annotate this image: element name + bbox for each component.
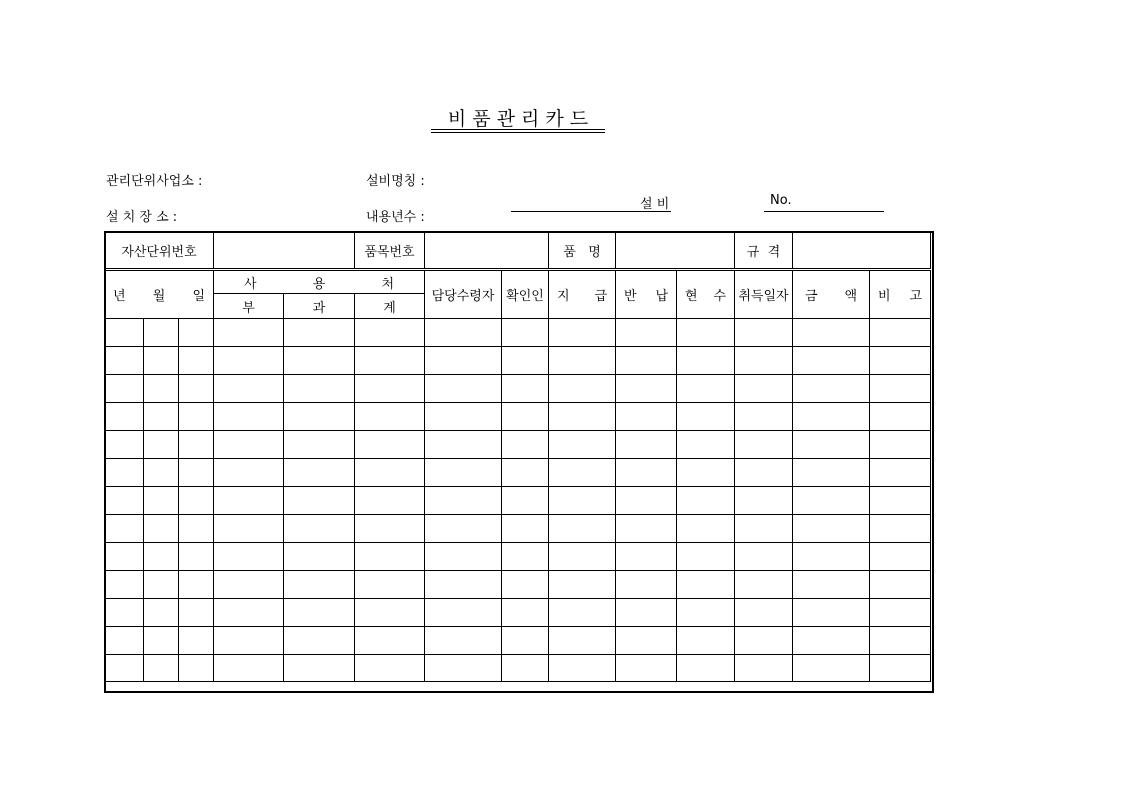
table-cell[interactable] [793, 571, 870, 599]
current-header: 현 수 [677, 270, 735, 319]
table-cell[interactable] [735, 403, 793, 431]
table-cell[interactable] [144, 403, 179, 431]
table-cell[interactable] [214, 599, 284, 627]
table-cell[interactable] [502, 543, 549, 571]
table-cell[interactable] [616, 655, 677, 682]
table-cell[interactable] [425, 655, 502, 682]
table-cell[interactable] [105, 543, 144, 571]
table-cell[interactable] [616, 571, 677, 599]
table-cell[interactable] [105, 375, 144, 403]
table-cell[interactable] [735, 431, 793, 459]
table-cell[interactable] [616, 515, 677, 543]
table-cell[interactable] [179, 347, 214, 375]
table-cell[interactable] [616, 375, 677, 403]
table-cell[interactable] [144, 375, 179, 403]
table-cell[interactable] [144, 543, 179, 571]
table-cell[interactable] [214, 487, 284, 515]
table-cell[interactable] [870, 403, 931, 431]
date-header: 년 월 일 [105, 270, 214, 319]
table-cell[interactable] [870, 627, 931, 655]
table-cell[interactable] [355, 515, 425, 543]
table-cell[interactable] [355, 599, 425, 627]
table-cell[interactable] [549, 431, 616, 459]
table-cell[interactable] [549, 571, 616, 599]
table-cell[interactable] [144, 571, 179, 599]
table-cell[interactable] [425, 319, 502, 347]
table-cell[interactable] [179, 543, 214, 571]
table-cell[interactable] [549, 599, 616, 627]
spec-label: 규 격 [735, 232, 793, 270]
usage-header: 사 용 처 [214, 270, 425, 294]
table-cell[interactable] [502, 347, 549, 375]
table-cell[interactable] [870, 515, 931, 543]
usage-section-header: 과 [284, 294, 355, 319]
table-cell[interactable] [179, 487, 214, 515]
table-row [105, 571, 931, 599]
table-cell[interactable] [144, 431, 179, 459]
table-cell[interactable] [549, 459, 616, 487]
table-cell[interactable] [144, 487, 179, 515]
table-cell[interactable] [179, 375, 214, 403]
table-cell[interactable] [105, 319, 144, 347]
table-cell[interactable] [144, 655, 179, 682]
table-cell[interactable] [284, 515, 355, 543]
table-cell[interactable] [616, 543, 677, 571]
table-cell[interactable] [214, 571, 284, 599]
table-cell[interactable] [355, 431, 425, 459]
table-cell[interactable] [284, 431, 355, 459]
page-title: 비 품 관 리 카 드 [447, 108, 589, 130]
table-cell[interactable] [677, 459, 735, 487]
table-cell[interactable] [793, 655, 870, 682]
item-name-label: 품 명 [549, 232, 616, 270]
table-row [105, 515, 931, 543]
equipment-underline [511, 211, 671, 212]
acquired-header: 취득일자 [735, 270, 793, 319]
table-cell[interactable] [425, 627, 502, 655]
table-cell[interactable] [179, 599, 214, 627]
table-cell[interactable] [616, 347, 677, 375]
table-cell[interactable] [214, 459, 284, 487]
table-cell[interactable] [793, 459, 870, 487]
table-cell[interactable] [284, 543, 355, 571]
table-cell[interactable] [793, 347, 870, 375]
table-cell[interactable] [425, 487, 502, 515]
table-cell[interactable] [284, 655, 355, 682]
asset-no-label: 자산단위번호 [105, 232, 214, 270]
table-cell[interactable] [549, 487, 616, 515]
table-cell[interactable] [870, 347, 931, 375]
table-cell[interactable] [677, 571, 735, 599]
table-cell[interactable] [425, 403, 502, 431]
table-cell[interactable] [735, 599, 793, 627]
table-cell[interactable] [870, 655, 931, 682]
table-cell[interactable] [425, 375, 502, 403]
table-cell[interactable] [870, 319, 931, 347]
table-cell[interactable] [425, 543, 502, 571]
table-cell[interactable] [179, 571, 214, 599]
table-cell[interactable] [105, 487, 144, 515]
table-cell[interactable] [502, 655, 549, 682]
table-cell[interactable] [425, 599, 502, 627]
table-cell[interactable] [284, 627, 355, 655]
usage-dept-header: 부 [214, 294, 284, 319]
table-cell[interactable] [355, 487, 425, 515]
asset-card-table [104, 231, 931, 682]
table-cell[interactable] [870, 459, 931, 487]
table-cell[interactable] [105, 627, 144, 655]
location-label: 설 치 장 소 : [106, 210, 178, 225]
no-underline [764, 211, 884, 212]
table-cell[interactable] [502, 431, 549, 459]
table-cell[interactable] [549, 515, 616, 543]
table-cell[interactable] [870, 599, 931, 627]
table-cell[interactable] [105, 655, 144, 682]
table-cell[interactable] [870, 431, 931, 459]
table-cell[interactable] [677, 347, 735, 375]
table-cell[interactable] [355, 543, 425, 571]
table-cell[interactable] [355, 627, 425, 655]
table-cell[interactable] [870, 571, 931, 599]
table-cell[interactable] [284, 319, 355, 347]
table-cell[interactable] [735, 487, 793, 515]
table-cell[interactable] [677, 403, 735, 431]
table-cell[interactable] [144, 347, 179, 375]
table-cell[interactable] [616, 403, 677, 431]
table-cell[interactable] [549, 627, 616, 655]
title-underline [431, 132, 605, 133]
table-cell[interactable] [677, 487, 735, 515]
table-cell[interactable] [355, 403, 425, 431]
table-row [105, 347, 931, 375]
table-cell[interactable] [677, 599, 735, 627]
table-cell[interactable] [425, 459, 502, 487]
table-cell[interactable] [355, 459, 425, 487]
table-cell[interactable] [677, 319, 735, 347]
remarks-header: 비 고 [870, 270, 931, 319]
table-cell[interactable] [179, 655, 214, 682]
confirm-header: 확인인 [502, 270, 549, 319]
table-cell[interactable] [425, 515, 502, 543]
table-cell[interactable] [179, 627, 214, 655]
table-cell[interactable] [735, 375, 793, 403]
table-cell[interactable] [793, 375, 870, 403]
table-cell[interactable] [502, 515, 549, 543]
table-cell[interactable] [502, 375, 549, 403]
table-cell[interactable] [735, 515, 793, 543]
table-cell[interactable] [284, 599, 355, 627]
table-cell[interactable] [793, 543, 870, 571]
table-cell[interactable] [735, 347, 793, 375]
table-cell[interactable] [144, 515, 179, 543]
table-cell[interactable] [144, 627, 179, 655]
table-cell[interactable] [793, 403, 870, 431]
lifespan-label: 내용년수 : [366, 210, 425, 225]
table-cell[interactable] [144, 319, 179, 347]
table-cell[interactable] [549, 319, 616, 347]
usage-team-header: 계 [355, 294, 425, 319]
table-cell[interactable] [105, 515, 144, 543]
table-cell[interactable] [425, 431, 502, 459]
table-cell[interactable] [284, 347, 355, 375]
table-cell[interactable] [735, 543, 793, 571]
table-cell[interactable] [677, 655, 735, 682]
table-cell[interactable] [549, 375, 616, 403]
table-cell[interactable] [735, 571, 793, 599]
table-cell[interactable] [502, 487, 549, 515]
table-cell[interactable] [214, 627, 284, 655]
table-cell[interactable] [549, 543, 616, 571]
table-cell[interactable] [616, 599, 677, 627]
table-cell[interactable] [284, 459, 355, 487]
table-row [105, 319, 931, 347]
table-cell[interactable] [214, 375, 284, 403]
table-row [105, 403, 931, 431]
table-cell[interactable] [105, 347, 144, 375]
table-cell[interactable] [105, 459, 144, 487]
table-cell[interactable] [502, 599, 549, 627]
table-cell[interactable] [355, 319, 425, 347]
table-cell[interactable] [793, 627, 870, 655]
table-cell[interactable] [793, 599, 870, 627]
table-cell[interactable] [870, 543, 931, 571]
table-cell[interactable] [425, 571, 502, 599]
table-cell[interactable] [214, 515, 284, 543]
table-cell[interactable] [425, 347, 502, 375]
table-cell[interactable] [549, 403, 616, 431]
table-row [105, 431, 931, 459]
table-row [105, 599, 931, 627]
table-cell[interactable] [735, 459, 793, 487]
table-cell[interactable] [214, 319, 284, 347]
table-cell[interactable] [502, 571, 549, 599]
table-cell[interactable] [284, 487, 355, 515]
table-cell[interactable] [616, 459, 677, 487]
table-cell[interactable] [179, 515, 214, 543]
table-cell[interactable] [502, 319, 549, 347]
unit-label: 관리단위사업소 : [106, 174, 203, 189]
table-cell[interactable] [355, 655, 425, 682]
manager-header: 담당수령자 [425, 270, 502, 319]
table-cell[interactable] [677, 431, 735, 459]
table-cell[interactable] [214, 431, 284, 459]
return-header: 반 납 [616, 270, 677, 319]
item-name-value[interactable] [616, 232, 735, 270]
table-row [105, 375, 931, 403]
table-cell[interactable] [616, 431, 677, 459]
table-cell[interactable] [214, 403, 284, 431]
table-cell[interactable] [355, 375, 425, 403]
table-row [105, 655, 931, 682]
equipment-label: 설 비 [640, 197, 670, 212]
table-cell[interactable] [549, 655, 616, 682]
table-cell[interactable] [870, 375, 931, 403]
table-cell[interactable] [677, 627, 735, 655]
table-cell[interactable] [214, 655, 284, 682]
table-cell[interactable] [179, 459, 214, 487]
table-cell[interactable] [105, 571, 144, 599]
table-cell[interactable] [284, 571, 355, 599]
table-cell[interactable] [793, 515, 870, 543]
table-cell[interactable] [549, 347, 616, 375]
table-cell[interactable] [179, 319, 214, 347]
table-cell[interactable] [144, 599, 179, 627]
table-cell[interactable] [735, 319, 793, 347]
table-cell[interactable] [616, 487, 677, 515]
table-cell[interactable] [677, 515, 735, 543]
table-cell[interactable] [284, 403, 355, 431]
table-cell[interactable] [793, 319, 870, 347]
table-cell[interactable] [502, 403, 549, 431]
table-cell[interactable] [284, 375, 355, 403]
supply-header: 지 급 [549, 270, 616, 319]
item-no-value[interactable] [425, 232, 549, 270]
table-cell[interactable] [502, 459, 549, 487]
table-cell[interactable] [144, 459, 179, 487]
table-cell[interactable] [105, 431, 144, 459]
table-cell[interactable] [677, 375, 735, 403]
table-row [105, 459, 931, 487]
table-cell[interactable] [793, 487, 870, 515]
item-no-label: 품목번호 [355, 232, 425, 270]
table-cell[interactable] [735, 655, 793, 682]
table-cell[interactable] [179, 431, 214, 459]
table-cell[interactable] [502, 627, 549, 655]
table-cell[interactable] [179, 403, 214, 431]
table-cell[interactable] [105, 403, 144, 431]
table-cell[interactable] [105, 599, 144, 627]
table-cell[interactable] [355, 347, 425, 375]
table-cell[interactable] [355, 571, 425, 599]
equipment-name-label: 설비명칭 : [366, 174, 425, 189]
table-row [105, 543, 931, 571]
table-cell[interactable] [616, 319, 677, 347]
title-underline [431, 129, 605, 130]
table-cell[interactable] [735, 627, 793, 655]
table-cell[interactable] [214, 347, 284, 375]
spec-value[interactable] [793, 232, 931, 270]
table-cell[interactable] [616, 627, 677, 655]
no-label: No. [770, 193, 792, 208]
amount-header: 금 액 [793, 270, 870, 319]
asset-no-value[interactable] [214, 232, 355, 270]
table-row [105, 627, 931, 655]
table-cell[interactable] [214, 543, 284, 571]
table-cell[interactable] [793, 431, 870, 459]
table-cell[interactable] [870, 487, 931, 515]
table-row [105, 487, 931, 515]
table-cell[interactable] [677, 543, 735, 571]
